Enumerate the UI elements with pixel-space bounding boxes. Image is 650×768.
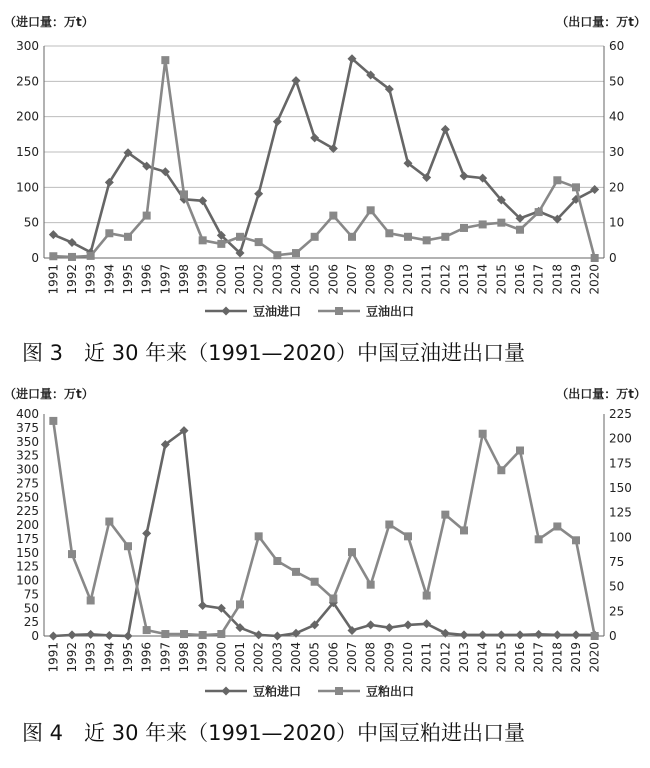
figure-4 [0,384,650,768]
data-point [199,236,207,244]
right-axis-unit: （出口量：万t） [556,15,646,29]
x-tick-label: 2017 [531,264,546,295]
x-tick-label: 2009 [382,642,397,673]
x-tick-label: 1991 [46,642,61,673]
x-tick-label: 2012 [438,642,453,673]
left-tick-label: 400 [16,407,39,421]
x-tick-label: 2018 [550,642,565,673]
data-point [385,229,393,237]
x-tick-label: 2010 [401,642,415,673]
left-tick-label: 50 [23,215,39,230]
x-tick-label: 2016 [513,642,527,673]
left-tick-label: 225 [16,504,39,519]
x-tick-label: 2019 [569,642,583,673]
data-point [49,632,58,641]
right-tick-label: 25 [609,604,625,619]
left-tick-label: 275 [16,476,39,491]
right-tick-label: 225 [609,407,632,421]
x-tick-label: 1997 [158,264,173,295]
right-tick-label: 100 [609,530,632,545]
data-point [366,620,375,629]
x-tick-label: 2004 [289,264,303,295]
left-tick-label: 350 [16,434,39,449]
x-tick-label: 2015 [494,642,509,673]
data-point [68,630,77,639]
x-tick-label: 1995 [121,642,135,673]
data-point [367,581,375,589]
chart-4 [0,384,650,768]
left-tick-label: 150 [16,145,39,159]
data-point [460,630,469,639]
data-point [572,183,580,191]
data-point [460,172,469,181]
data-point [255,532,263,540]
x-tick-label: 2004 [289,642,303,673]
legend-marker [222,307,231,316]
figure-caption: 图 4 近 30 年来（1991—2020）中国豆粕进出口量 [22,721,525,745]
left-tick-label: 250 [16,74,39,89]
left-tick-label: 25 [23,615,39,630]
right-tick-label: 200 [609,431,632,446]
data-point [348,233,356,241]
series-line-2 [53,60,594,258]
x-tick-label: 2012 [438,264,453,295]
legend-marker [335,307,343,315]
data-point [422,619,431,628]
x-tick-label: 2006 [326,642,341,673]
data-point [87,252,95,260]
left-tick-label: 300 [16,39,39,53]
left-tick-label: 75 [23,587,39,602]
x-tick-label: 2005 [307,264,322,295]
data-point [180,630,188,638]
data-point [516,226,524,234]
x-tick-label: 2003 [270,642,285,673]
right-tick-label: 30 [609,145,625,159]
right-tick-label: 175 [609,456,632,471]
data-point [404,233,412,241]
data-point [105,631,114,640]
left-tick-label: 375 [16,420,39,435]
x-tick-label: 1996 [139,264,154,295]
data-point [68,550,76,558]
data-point [124,233,132,241]
data-point [217,630,225,638]
left-axis-unit: （进口量：万t） [4,15,94,29]
x-tick-label: 2002 [251,264,266,295]
data-point [199,631,207,639]
data-point [460,526,468,534]
x-tick-label: 2014 [475,264,490,295]
legend-label: 豆粕出口 [366,684,415,699]
data-point [441,125,450,134]
data-point [198,601,207,610]
x-tick-label: 2000 [214,642,229,673]
x-tick-label: 2020 [587,642,602,673]
data-point [553,522,561,530]
x-tick-label: 2011 [419,264,434,295]
x-tick-label: 2007 [345,642,359,673]
data-point [68,253,76,261]
data-point [255,238,263,246]
left-tick-label: 0 [31,629,39,643]
x-tick-label: 1992 [65,642,79,673]
legend-label: 豆粕进口 [253,684,302,699]
data-point [591,254,599,262]
data-point [49,417,57,425]
series-line-1 [53,59,594,253]
data-point [423,236,431,244]
data-point [292,76,301,85]
data-point [367,206,375,214]
left-tick-label: 300 [16,462,39,477]
data-point [143,212,151,220]
x-tick-label: 2016 [513,264,527,295]
x-tick-label: 2013 [457,642,471,673]
data-point [534,630,543,639]
x-tick-label: 2002 [251,642,266,673]
x-tick-label: 2007 [345,264,359,295]
data-point [572,630,581,639]
data-point [572,536,580,544]
data-point [273,117,282,126]
right-tick-label: 0 [609,251,617,265]
data-point [86,630,95,639]
x-tick-label: 2005 [307,642,322,673]
data-point [292,568,300,576]
x-tick-label: 2008 [363,642,378,673]
left-axis-unit: （进口量：万t） [4,387,94,401]
x-tick-label: 2011 [419,642,434,673]
left-tick-label: 100 [16,573,39,588]
left-tick-label: 0 [31,251,39,265]
right-tick-label: 0 [609,629,617,643]
data-point [497,466,505,474]
data-point [404,532,412,540]
legend-label: 豆油进口 [253,304,302,319]
x-tick-label: 2001 [233,264,247,295]
x-tick-label: 2014 [475,642,490,673]
left-tick-label: 50 [23,601,39,616]
data-point [348,548,356,556]
legend-marker [222,687,231,696]
data-point [535,535,543,543]
data-point [441,233,449,241]
data-point [497,219,505,227]
x-tick-label: 1997 [158,642,173,673]
right-tick-label: 50 [609,579,625,594]
chart-3 [0,0,650,380]
x-tick-label: 2020 [587,264,602,295]
x-tick-label: 1991 [46,264,61,295]
data-point [49,230,58,239]
data-point [497,630,506,639]
x-tick-label: 1999 [195,642,210,673]
x-tick-label: 2008 [363,264,378,295]
x-tick-label: 1996 [139,642,154,673]
x-tick-label: 1994 [102,642,117,673]
data-point [236,600,244,608]
series-line-1 [53,431,594,636]
left-tick-label: 175 [16,531,39,546]
data-point [478,630,487,639]
right-tick-label: 50 [609,74,625,89]
x-tick-label: 1998 [177,642,191,673]
x-tick-label: 1993 [83,264,98,295]
figure-3 [0,0,650,380]
data-point [479,430,487,438]
x-tick-label: 2018 [550,264,565,295]
data-point [385,521,393,529]
data-point [311,578,319,586]
data-point [217,240,225,248]
legend-marker [335,687,343,695]
data-point [385,623,394,632]
data-point [329,595,337,603]
x-tick-label: 2015 [494,264,509,295]
data-point [535,208,543,216]
data-point [553,630,562,639]
data-point [254,189,263,198]
data-point [142,529,151,538]
right-axis-unit: （出口量：万t） [556,387,646,401]
data-point [441,511,449,519]
x-tick-label: 2013 [457,264,471,295]
data-point [87,596,95,604]
right-tick-label: 125 [609,505,632,520]
x-tick-label: 1992 [65,264,79,295]
data-point [105,518,113,526]
data-point [404,620,413,629]
data-point [273,251,281,259]
data-point [516,630,525,639]
data-point [292,249,300,257]
x-tick-label: 2010 [401,264,415,295]
data-point [254,630,263,639]
data-point [236,233,244,241]
data-point [553,176,561,184]
left-tick-label: 200 [16,518,39,532]
data-point [143,626,151,634]
data-point [124,632,133,641]
data-point [460,224,468,232]
right-tick-label: 20 [609,180,625,195]
x-tick-label: 2003 [270,264,285,295]
left-tick-label: 325 [16,448,39,463]
data-point [105,229,113,237]
x-tick-label: 1993 [83,642,98,673]
figure-caption: 图 3 近 30 年来（1991—2020）中国豆油进出口量 [22,341,525,365]
x-tick-label: 2001 [233,642,247,673]
left-tick-label: 200 [16,109,39,124]
data-point [591,632,599,640]
data-point [479,220,487,228]
data-point [180,190,188,198]
right-tick-label: 75 [609,555,625,569]
x-tick-label: 2006 [326,264,341,295]
data-point [516,447,524,455]
data-point [124,542,132,550]
left-tick-label: 250 [16,490,39,505]
x-tick-label: 2009 [382,264,397,295]
data-point [161,56,169,64]
data-point [161,630,169,638]
x-tick-label: 2017 [531,642,546,673]
data-point [423,592,431,600]
x-tick-label: 2000 [214,264,229,295]
right-tick-label: 150 [609,481,632,495]
left-tick-label: 150 [16,545,39,560]
x-tick-label: 1999 [195,264,210,295]
data-point [329,212,337,220]
data-point [49,252,57,260]
right-tick-label: 40 [609,109,625,124]
x-tick-label: 1994 [102,264,117,295]
left-tick-label: 100 [16,180,39,195]
x-tick-label: 2019 [569,264,583,295]
legend-label: 豆油出口 [366,304,415,319]
data-point [273,557,281,565]
data-point [273,632,282,641]
x-tick-label: 1995 [121,264,135,295]
x-tick-label: 1998 [177,264,191,295]
left-tick-label: 125 [16,559,39,574]
right-tick-label: 10 [609,215,625,230]
data-point [311,233,319,241]
right-tick-label: 60 [609,39,625,53]
